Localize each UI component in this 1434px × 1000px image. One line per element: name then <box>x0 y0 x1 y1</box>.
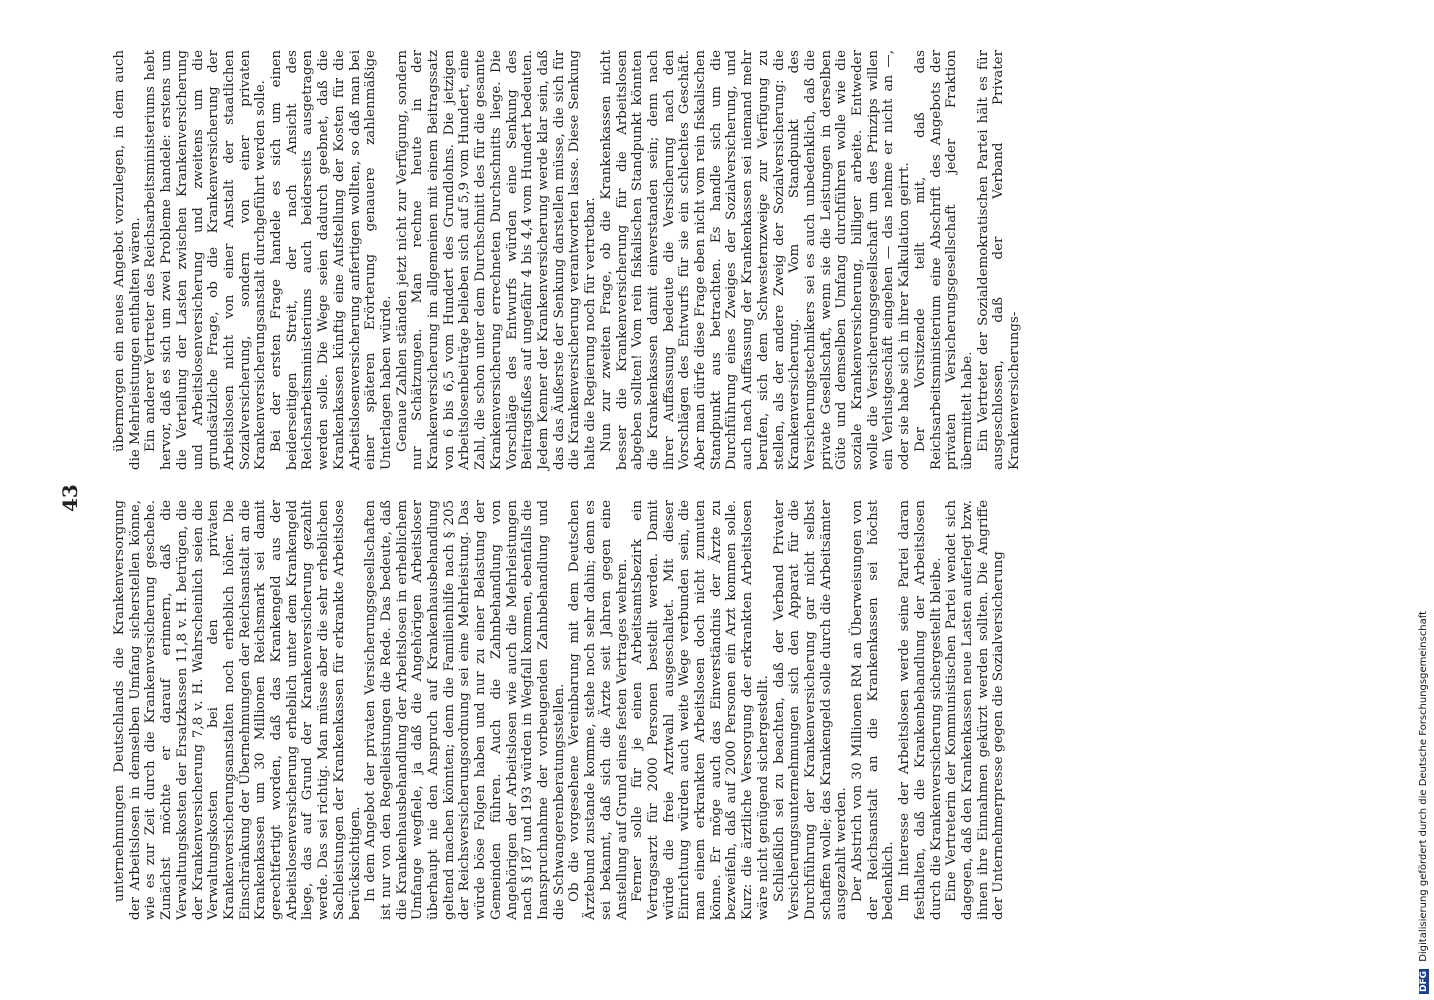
paragraph: Ein Vertreter der Sozialdemokratischen Partei hält es für ausgeschlossen, daß der Verband Privater Krankenversicherungs- <box>975 50 1023 470</box>
paragraph: unternehmungen Deutschlands die Krankenversorgung der Arbeitslosen in demselben Umfang sicherstellen könne, wie es zur Zeit durch die Krankenversicherung geschehe. Zunächst möchte er darauf erinnern, daß die Verwaltungskosten der Ersatzkassen 11,8 v. H. betrügen, die der Krankenversicherung 7,8 v. H. Wahrscheinlich seien die Verwaltungskosten bei den privaten Krankenversicherungsanstalten noch erheblich höher. Die Einschränkung der Übernehmungen der Reichsanstalt an die Krankenkassen um 30 Millionen Reichsmark sei damit gerechtfertigt worden, daß das Krankengeld aus der Arbeitslosenversicherung erheblich unter dem Krankengeld liege, das auf Grund der Krankenversicherung gezahlt werde. Das sei richtig. Man müsse aber die sehr erheblichen Sachleistungen der Krankenkassen für erkrankte Arbeitslose berücksichtigen. <box>112 500 363 920</box>
paragraph: Im Interesse der Arbeitslosen werde seine Partei daran festhalten, daß die Krankenbehandlung der Arbeitslosen durch die Krankenversicherung sichergestellt bleibe. <box>897 500 944 920</box>
paragraph: übermorgen ein neues Angebot vorzulegen, in dem auch die Mehrleistungen enthalten wären. <box>112 50 143 470</box>
paragraph: Der Abstrich von 30 Millionen RM an Überweisungen von der Reichsanstalt an die Krankenkassen sei höchst bedenklich. <box>850 500 897 920</box>
paragraph: Nun zur zweiten Frage, ob die Krankenkassen nicht besser die Krankenversicherung für die Arbeitslosen abgeben sollten! Vom rein fiskalischen Standpunkt könnten die Krankenkassen damit einverstanden sein; denn nach ihrer Auffassung bedeute die Versicherung nach den Vorschlägen des Entwurfs für sie ein schlechtes Geschäft. Aber man dürfe diese Frage eben nicht vom rein fiskalischen Standpunkt aus betrachten. Es handle sich um die Durchführung eines Zweiges der Sozialversicherung, und auch nach Auffassung der Krankenkassen sei niemand mehr berufen, sich dem Schwesternzweige zur Verfügung zu stellen, als der andere Zweig der Sozialversicherung: die Krankenversicherung. Vom Standpunkt des Versicherungstechnikers sei es auch unbedenklich, daß die private Gesellschaft, wenn sie die Leistungen in derselben Güte und demselben Umfang durchführen wolle wie die soziale Krankenversicherung, billiger arbeite. Entweder wolle die Versicherungsgesellschaft um des Prinzips willen ein Verlustgeschäft eingehen — das nehme er nicht an —, oder sie habe sich in ihrer Kalkulation geirrt. <box>598 50 913 470</box>
paragraph: Ferner solle für je einen Arbeitsamtsbezirk ein Vertragsarzt für 2000 Personen bestellt werden. Damit würde die freie Arztwahl ausgeschaltet. Mit dieser Einrichtung würden auch weite Wege verbunden sein, die man einem erkrankten Arbeitslosen doch nicht zumuten könne. Er möge auch das Einverständnis der Ärzte zu bezweifeln, daß auf 2000 Personen ein Arzt kommen solle. Kurz: die ärztliche Versorgung der erkrankten Arbeitslosen wäre nicht genügend sichergestellt. <box>630 500 771 920</box>
paragraph: Eine Vertreterin der Kommunistischen Partei wendet sich dagegen, daß den Krankenkassen neue Lasten auferlegt bzw. ihnen ihre Einnahmen gekürzt werden sollten. Die Angriffe der Unternehmerpresse gegen die Sozialversicherung <box>944 500 1007 920</box>
paragraph: Ein anderer Vertreter des Reichsarbeitsministeriums hebt hervor, daß es sich um zwei Probleme handele: erstens um die Verteilung der Lasten zwischen Krankenversicherung und Arbeitslosenversicherung und zweitens um die grundsätzliche Frage, ob die Krankenversicherung der Arbeitslosen nicht von einer Anstalt der staatlichen Sozialversicherung, sondern von einer privaten Krankenversicherungsanstalt durchgeführt werden solle. <box>143 50 269 470</box>
dfg-logo-icon: DFG <box>1419 970 1429 992</box>
paragraph: Der Vorsitzende teilt mit, daß das Reichsarbeitsministerium eine Abschrift des Angebots der privaten Versicherungsgesellschaft jeder Fraktion übermittelt habe. <box>912 50 975 470</box>
paragraph: Ob die vorgesehene Vereinbarung mit dem Deutschen Ärztebund zustande komme, stehe noch sehr dahin; denn es sei bekannt, daß sich die Ärzte seit Jahren gegen eine Anstellung auf Grund eines festen Vertrages wehren. <box>567 500 630 920</box>
paragraph: Bei der ersten Frage handele es sich um einen beiderseitigen Streit, der nach Ansicht des Reichsarbeitsministeriums auch beiderseits ausgetragen werden solle. Die Wege seien dadurch geebnet, daß die Krankenkassen künftig eine Aufstellung der Kosten für die Arbeitslosenversicherung anfertigen wollten, so daß man bei einer späteren Erörterung genauere zahlenmäßige Unterlagen haben würde. <box>269 50 394 470</box>
paragraph: Schließlich sei zu beachten, daß der Verband Privater Versicherungsunternehmungen sich den Apparat für die Durchführung der Krankenversicherung gar nicht selbst schaffen wolle; das Krankengeld solle durch die Arbeitsämter ausgezahlt werden. <box>771 500 850 920</box>
footer-text: Digitalisierung gefördert durch die Deutsche Forschungsgemeinschaft <box>1418 610 1429 962</box>
page-number: 43 <box>58 484 82 512</box>
text-column-left <box>112 500 1007 920</box>
digitization-footer <box>1418 0 1429 1000</box>
paragraph: In dem Angebot der privaten Versicherungsgesellschaften ist nur von den Regelleistungen die Rede. Das bedeute, daß die Krankenhausbehandlung der Arbeitslosen in erheblichem Umfange wegfiele, ja daß die Angehörigen Arbeitsloser überhaupt nie den Anspruch auf Krankenhausbehandlung geltend machen könnten; denn die Familienhilfe nach § 205 der Reichsversicherungsordnung sei eine Mehrleistung. Das würde böse Folgen haben und nur zu einer Belastung der Gemeinden führen. Auch die Zahnbehandlung von Angehörigen der Arbeitslosen wie auch die Mehrleistungen nach § 187 und 193 würden in Wegfall kommen, ebenfalls die Inanspruchnahme der vorbeugenden Zahnbehandlung und die Schwangerenberatungsstellen. <box>363 500 567 920</box>
text-column-right <box>112 50 1023 470</box>
paragraph: Genaue Zahlen ständen jetzt nicht zur Verfügung, sondern nur Schätzungen. Man rechne heute in der Krankenversicherung im allgemeinen mit einem Beitragssatz von 6 bis 6,5 vom Hundert des Grundlohns. Die jetzigen Arbeitslosenbeiträge belieben sich auf 5,9 vom Hundert, eine Zahl, die schon unter dem Durchschnitt des für die gesamte Krankenversicherung errechneten Durchschnitts liege. Die Vorschläge des Entwurfs würden eine Senkung des Beitragsfußes auf ungefähr 4 bis 4,4 vom Hundert bedeuten. Jedem Kenner der Krankenversicherung werde klar sein, daß das das Äußerste der Senkung darstellen müsse, die sich für die Krankenversicherung verantworten lasse. Diese Senkung halte die Regierung noch für vertretbar. <box>394 50 599 470</box>
